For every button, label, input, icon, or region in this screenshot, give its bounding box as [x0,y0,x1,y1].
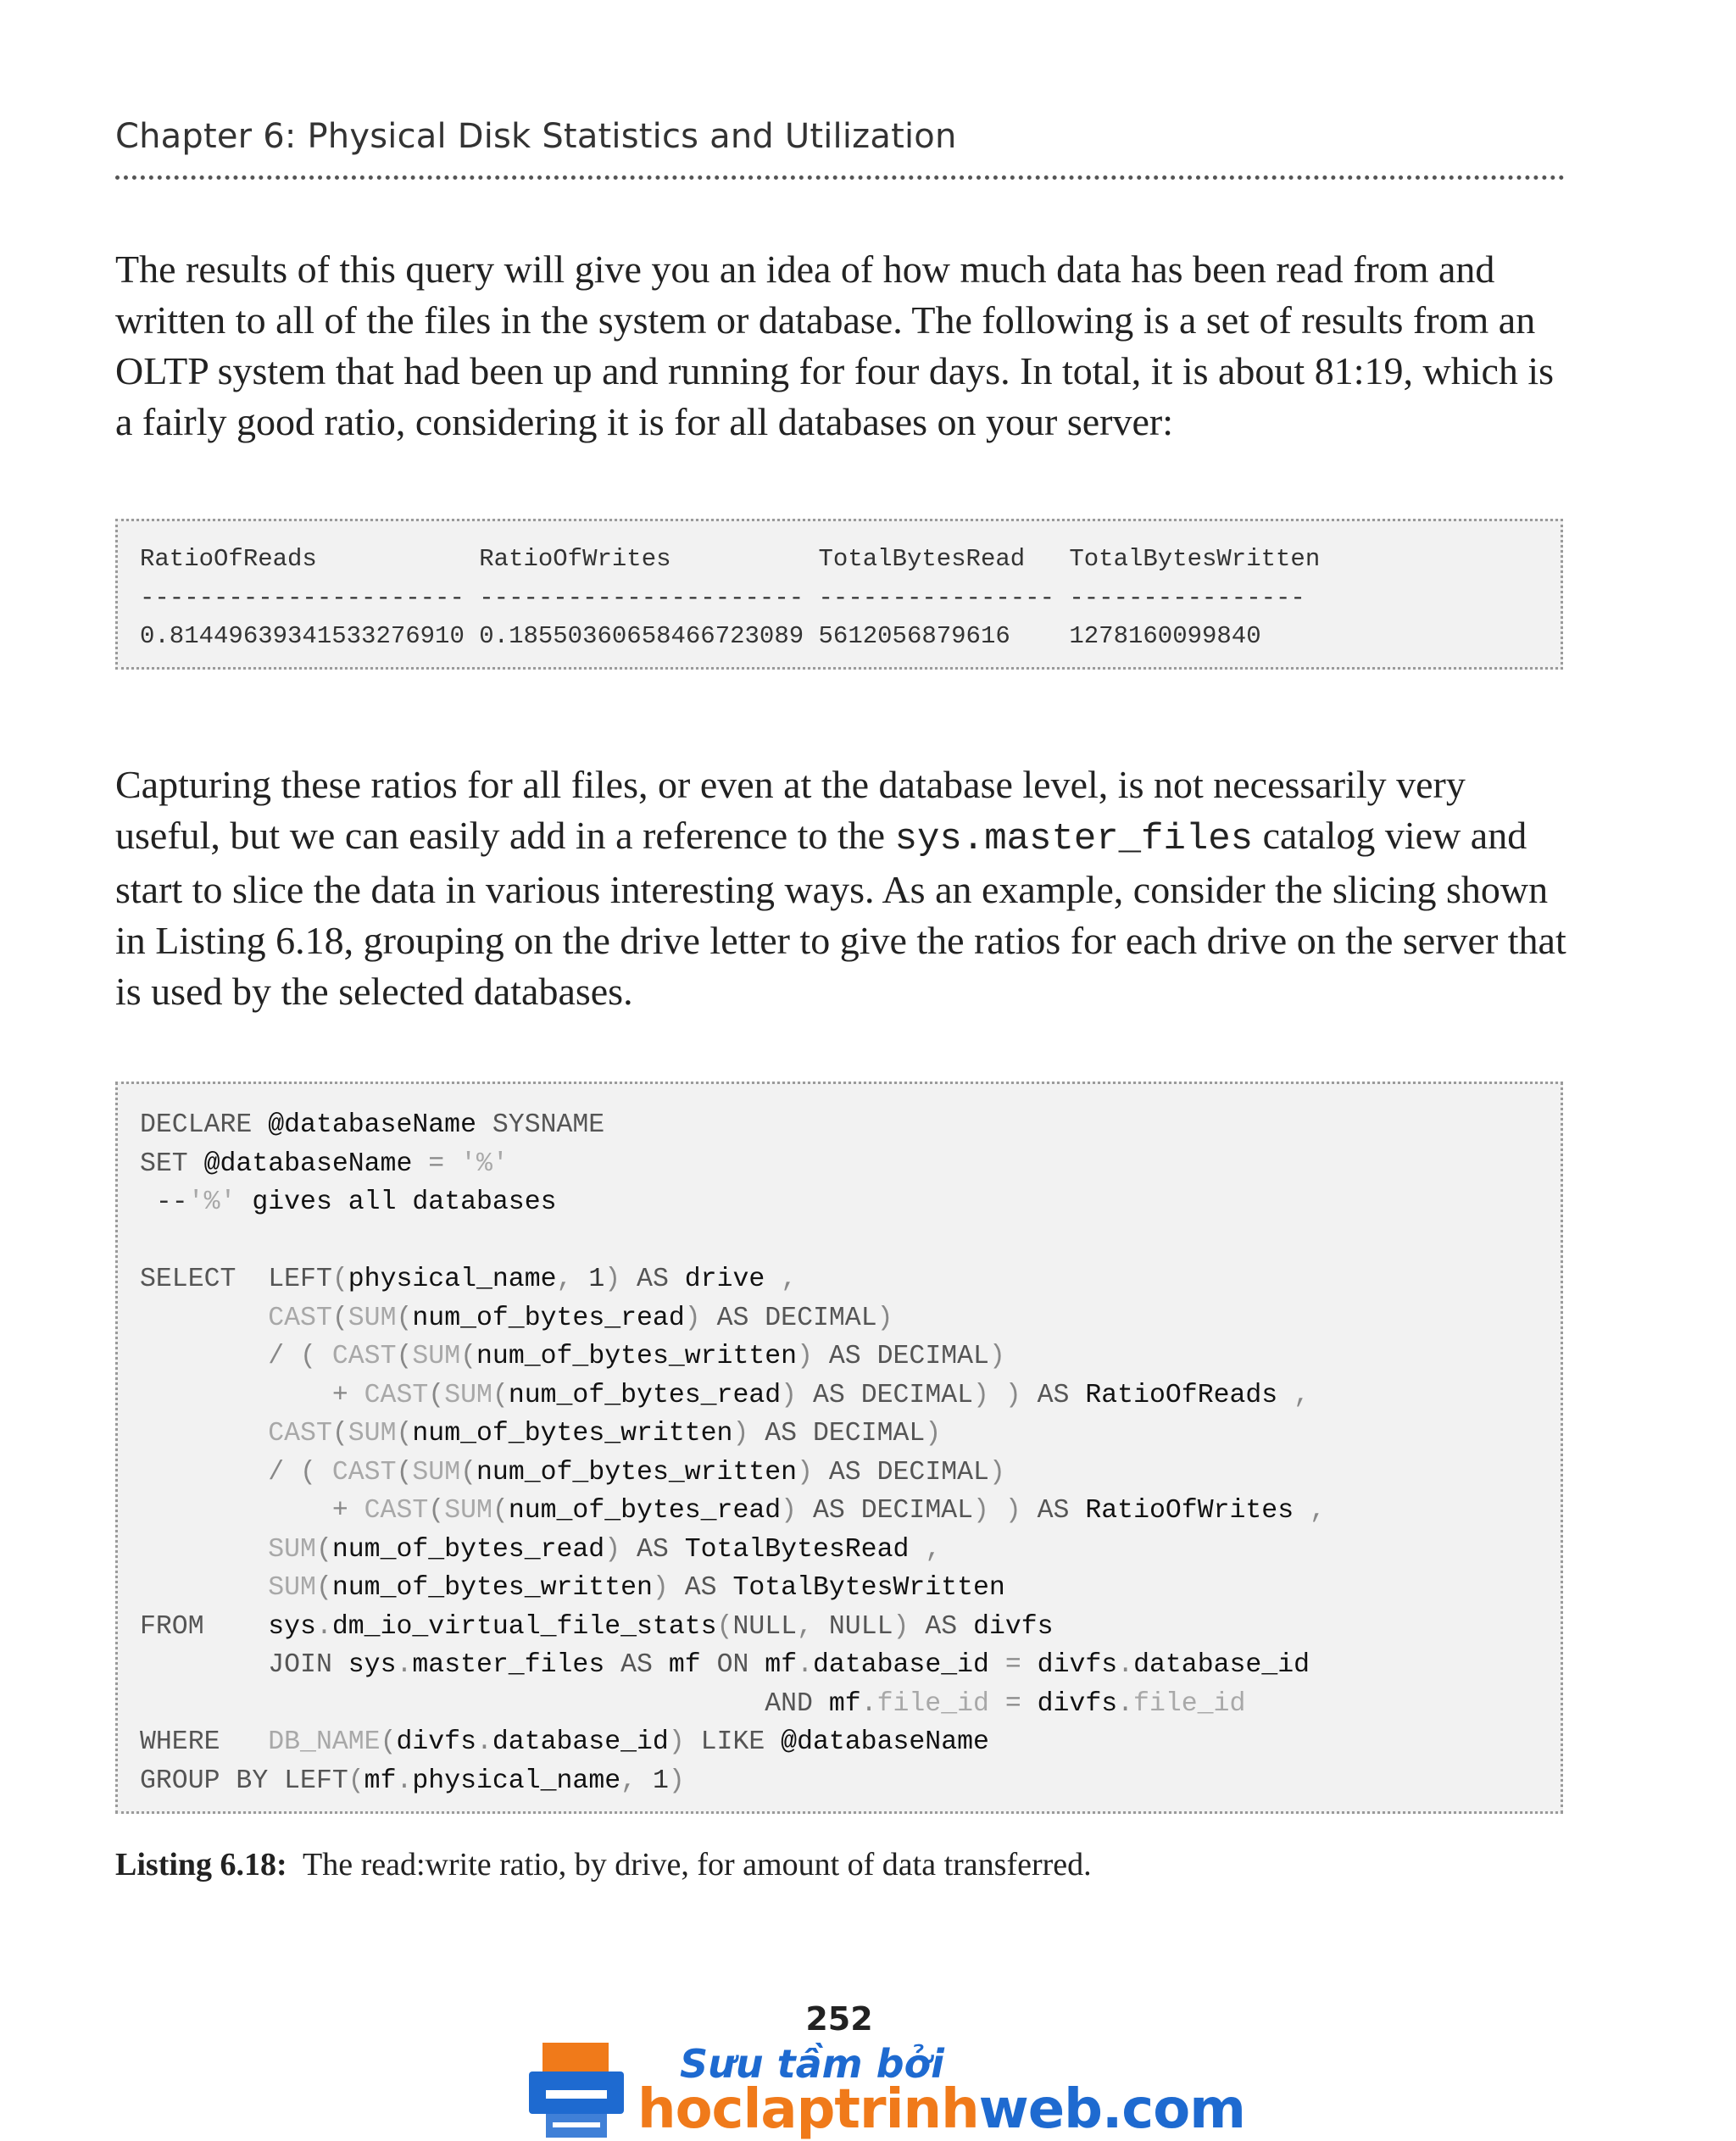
page-number: 252 [805,2000,873,2038]
code-listing-block [115,1082,1563,1814]
printer-logo-icon [527,2041,629,2141]
header-divider [115,175,1565,180]
query-results-block [115,519,1563,670]
paragraph-text-before: Capturing these ratios for all files, or even at the database level, is not necessarily very useful, but we can easily add in a reference to the [115,763,1466,857]
sql-code-listing: DECLARE @databaseName SYSNAME SET @databaseName = '%' --'%' gives all databases SELECT LEFT(physical_name, 1) AS drive , CAST(SUM(num_of_bytes_read) AS DECIMAL) / ( CAST(SUM(num_of_bytes_written) AS DECIMAL) + CAST(SUM(num_of_bytes_read) AS DECIMAL) ) AS RatioOfReads , CAST(SUM(num_of_bytes_written) AS DECIMAL) / ( CAST(SUM(num_of_bytes_written) AS DECIMAL) + CAST(SUM(num_of_bytes_read) AS DECIMAL) ) AS RatioOfWrites , SUM(num_of_bytes_read) AS TotalBytesRead , SUM(num_of_bytes_written) AS TotalBytesWritten FROM sys.dm_io_virtual_file_stats(NULL, NULL) AS divfs JOIN sys.master_files AS mf ON mf.database_id = divfs.database_id AND mf.file_id = divfs.file_id WHERE DB_NAME(divfs.database_id) LIKE @databaseName GROUP BY LEFT(mf.physical_name, 1) [140,1110,1326,1796]
caption-label: Listing 6.18: [115,1847,287,1882]
watermark-line2 [637,2078,1245,2141]
watermark-part1: hoclaptrinh [637,2078,979,2141]
chapter-title: Chapter 6: Physical Disk Statistics and Utilization [115,117,957,156]
query-results-text: RatioOfReads RatioOfWrites TotalBytesRead TotalBytesWritten ---------------------- ---------------------- ---------------- ---------------- 0.81449639341533276910 0.18550360658466723089 5612056879616 1278160099840 [140,545,1321,650]
watermark-line1: Sưu tầm bởi [680,2041,944,2087]
slicing-paragraph [115,759,1573,1017]
inline-code-sys-master-files: sys.master_files [894,818,1254,860]
watermark-logo [527,2041,1245,2141]
intro-paragraph: The results of this query will give you an idea of how much data has been read from and written to all of the files in the system or database. The following is a set of results from an OLTP system that had been up and running for four days. In total, it is about 81:19, which is a fairly good ratio, considering it is for all databases on your server: [115,247,1555,443]
caption-text: The read:write ratio, by drive, for amount of data transferred. [303,1847,1092,1882]
watermark-part2: web.com [978,2078,1245,2141]
paragraph-text-after: catalog view and start to slice the data in various interesting ways. As an example, consider the slicing shown in Listing 6.18, grouping on the drive letter to give the ratios for each drive on the server that is used by the selected databases. [115,814,1566,1013]
listing-caption [115,1846,1092,1883]
